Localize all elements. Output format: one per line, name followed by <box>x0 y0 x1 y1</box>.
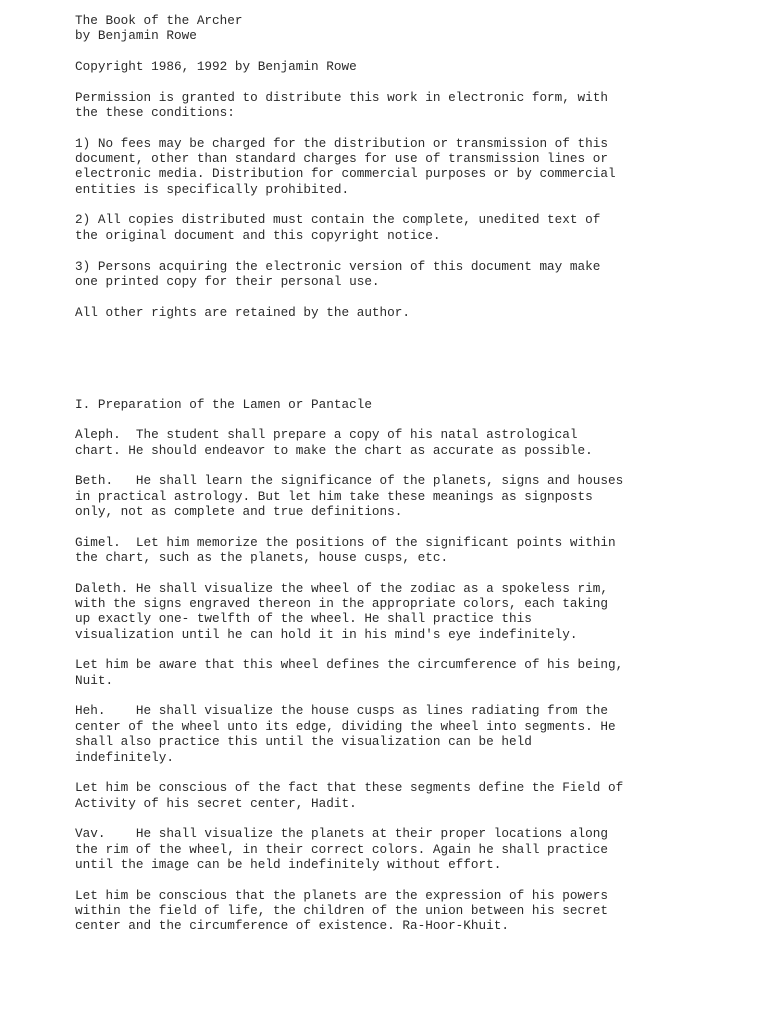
text-line: the rim of the wheel, in their correct colors. Again he shall practice <box>75 841 608 857</box>
text-line: electronic media. Distribution for commercial purposes or by commercial <box>75 166 616 182</box>
text-line: 2) All copies distributed must contain the complete, unedited text of <box>75 212 601 228</box>
condition-3 <box>75 259 735 290</box>
text-line: the chart, such as the planets, house cusps, etc. <box>75 550 449 566</box>
text-line: Beth. He shall learn the significance of the planets, signs and houses <box>75 473 624 489</box>
text-line: one printed copy for their personal use. <box>75 273 380 289</box>
text-line: Vav. He shall visualize the planets at their proper locations along <box>75 826 608 842</box>
text-line: 3) Persons acquiring the electronic version of this document may make <box>75 258 601 274</box>
text-line: 1) No fees may be charged for the distribution or transmission of this <box>75 135 608 151</box>
permission-intro <box>75 90 735 121</box>
text-line: the these conditions: <box>75 105 235 121</box>
text-line: up exactly one- twelfth of the wheel. He shall practice this <box>75 611 532 627</box>
condition-2 <box>75 212 735 243</box>
text-line: Daleth. He shall visualize the wheel of the zodiac as a spokeless rim, <box>75 580 608 596</box>
text-line: visualization until he can hold it in his mind's eye indefinitely. <box>75 626 578 642</box>
copyright-line <box>75 59 735 74</box>
document-page <box>75 13 735 949</box>
text-line: entities is specifically prohibited. <box>75 181 350 197</box>
text-line: Let him be conscious of the fact that these segments define the Field of <box>75 780 624 796</box>
text-line: Let him be aware that this wheel defines the circumference of his being, <box>75 657 624 673</box>
para-heh <box>75 703 735 764</box>
text-line: the original document and this copyright notice. <box>75 227 441 243</box>
text-line: shall also practice this until the visualization can be held <box>75 734 532 750</box>
document-body <box>75 397 735 934</box>
text-line: center and the circumference of existence. Ra-Hoor-Khuit. <box>75 918 509 934</box>
text-line: Gimel. Let him memorize the positions of the significant points within <box>75 534 616 550</box>
text-line: Activity of his secret center, Hadit. <box>75 795 357 811</box>
section-gap <box>75 335 735 396</box>
para-ra-hoor-khuit <box>75 888 735 934</box>
text-line: with the signs engraved thereon in the appropriate colors, each taking <box>75 596 608 612</box>
para-nuit <box>75 657 735 688</box>
text-line: Let him be conscious that the planets are the expression of his powers <box>75 887 608 903</box>
para-aleph <box>75 427 735 458</box>
para-vav <box>75 826 735 872</box>
text-line: Nuit. <box>75 672 114 688</box>
title-block <box>75 13 735 44</box>
text-line: Permission is granted to distribute this work in electronic form, with <box>75 89 608 105</box>
para-beth <box>75 473 735 519</box>
text-line: document, other than standard charges for use of transmission lines or <box>75 151 608 167</box>
text-line: until the image can be held indefinitely without effort. <box>75 856 502 872</box>
text-line: chart. He should endeavor to make the chart as accurate as possible. <box>75 442 593 458</box>
condition-1 <box>75 136 735 197</box>
text-line: by Benjamin Rowe <box>75 28 197 44</box>
text-line: I. Preparation of the Lamen or Pantacle <box>75 396 372 412</box>
text-line: All other rights are retained by the author. <box>75 304 411 320</box>
text-line: Copyright 1986, 1992 by Benjamin Rowe <box>75 59 357 75</box>
text-line: in practical astrology. But let him take these meanings as signposts <box>75 488 593 504</box>
para-hadit <box>75 780 735 811</box>
text-line: The Book of the Archer <box>75 13 243 28</box>
para-gimel <box>75 535 735 566</box>
text-line: Aleph. The student shall prepare a copy of his natal astrological <box>75 427 578 443</box>
para-daleth <box>75 581 735 642</box>
text-line: Heh. He shall visualize the house cusps as lines radiating from the <box>75 703 608 719</box>
text-line: indefinitely. <box>75 749 174 765</box>
rights-reserved <box>75 305 735 320</box>
front-matter <box>75 13 735 320</box>
section-heading <box>75 397 735 412</box>
text-line: within the field of life, the children of the union between his secret <box>75 902 608 918</box>
text-line: center of the wheel unto its edge, dividing the wheel into segments. He <box>75 718 616 734</box>
text-line: only, not as complete and true definitions. <box>75 504 403 520</box>
